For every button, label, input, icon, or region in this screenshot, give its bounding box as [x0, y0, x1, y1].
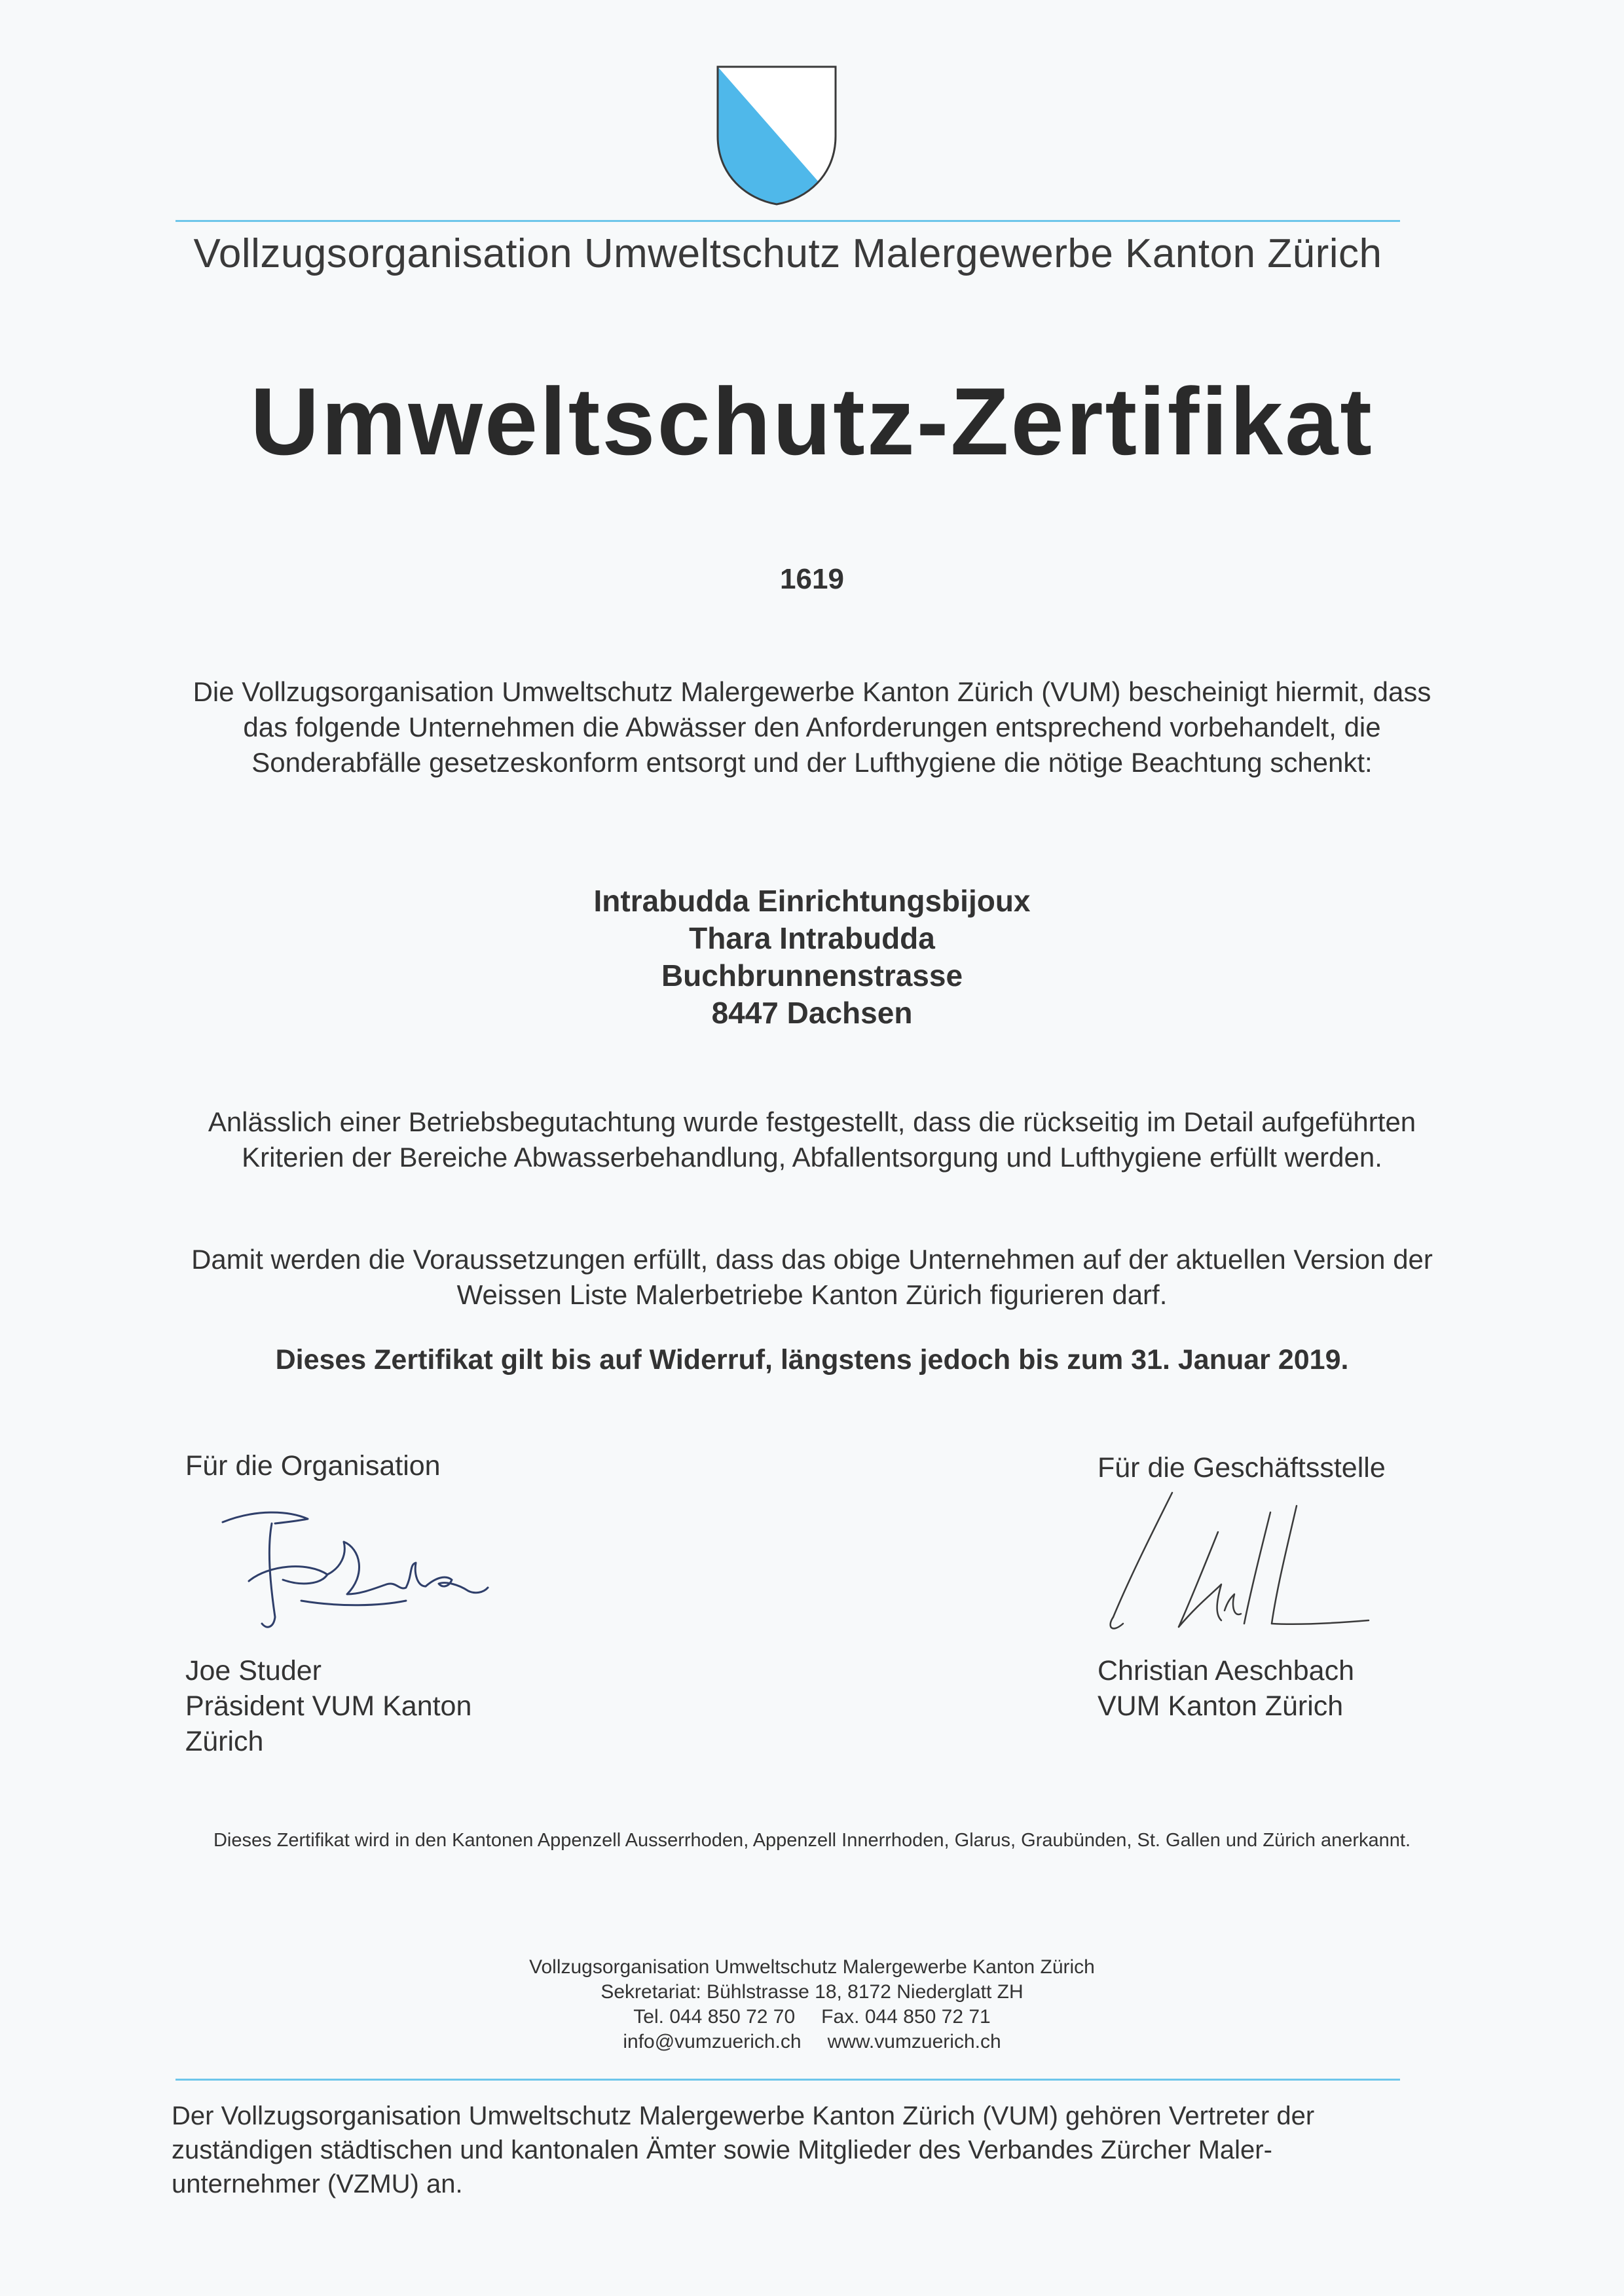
- right-signatory-name: Christian Aeschbach: [1098, 1655, 1354, 1686]
- contact-block: [0, 1955, 1624, 2054]
- bottom-divider: [175, 2079, 1400, 2081]
- right-signatory-block: [1098, 1653, 1354, 1724]
- contact-website-link[interactable]: www.vumzuerich.ch: [827, 2031, 1001, 2052]
- left-signatory-block: [185, 1653, 471, 1759]
- right-signature-caption: Für die Geschäftsstelle: [1098, 1452, 1386, 1484]
- certificate-number: 1619: [780, 563, 844, 595]
- contact-org: Vollzugsorganisation Umweltschutz Malergewerbe Kanton Zürich: [529, 1956, 1095, 1978]
- company-address-block: [0, 883, 1624, 1032]
- signature-joe-studer-icon: [210, 1503, 517, 1647]
- left-signatory-role-cont: Zürich: [185, 1726, 264, 1757]
- left-signatory-role: Präsident VUM Kanton: [185, 1690, 472, 1722]
- company-owner: Thara Intrabudda: [689, 921, 935, 955]
- left-signatory-name: Joe Studer: [185, 1655, 322, 1686]
- company-street: Buchbrunnenstrasse: [661, 958, 963, 993]
- contact-address: Sekretariat: Bühlstrasse 18, 8172 Niederglatt ZH: [600, 1981, 1024, 2003]
- contact-phone: Tel. 044 850 72 70: [633, 2006, 796, 2028]
- intro-paragraph: Die Vollzugsorganisation Umweltschutz Malergewerbe Kanton Zürich (VUM) bescheinigt hiermit, dass das folgende Unternehmen die Abwässer den Anforderungen entsprechend vorbehandelt, die Sonderabfälle gesetzeskonform entsorgt und der Lufthygiene die nötige Beachtung schenkt:: [193, 676, 1431, 778]
- contact-email-link[interactable]: info@vumzuerich.ch: [623, 2031, 802, 2052]
- contact-phone-fax: [0, 2005, 1624, 2030]
- footer-note: Der Vollzugsorganisation Umweltschutz Malergewerbe Kanton Zürich (VUM) gehören Vertreter der zuständigen städtischen und kantonalen Ämter sowie Mitglieder des Verbandes Zürcher Maler-unternehmer (VZMU) an.: [172, 2102, 1315, 2198]
- contact-fax: Fax. 044 850 72 71: [821, 2006, 991, 2028]
- company-city: 8447 Dachsen: [711, 996, 913, 1030]
- recognition-note: Dieses Zertifikat wird in den Kantonen Appenzell Ausserrhoden, Appenzell Innerrhoden, Glarus, Graubünden, St. Gallen und Zürich anerkannt.: [213, 1830, 1411, 1851]
- signature-christian-aeschbach-icon: [1100, 1486, 1401, 1643]
- white-list-paragraph: Damit werden die Voraussetzungen erfüllt, dass das obige Unternehmen auf der aktuellen Version der Weissen Liste Malerbetriebe Kanton Zürich figurieren darf.: [191, 1244, 1433, 1310]
- right-signatory-role: VUM Kanton Zürich: [1098, 1690, 1344, 1722]
- certificate-title: Umweltschutz-Zertifikat: [250, 368, 1374, 475]
- zurich-coat-of-arms-icon: [715, 64, 838, 207]
- finding-paragraph: Anlässlich einer Betriebsbegutachtung wurde festgestellt, dass die rückseitig im Detail aufgeführten Kriterien der Bereiche Abwasserbehandlung, Abfallentsorgung und Lufthygiene erfüllt werden.: [208, 1106, 1416, 1173]
- company-name: Intrabudda Einrichtungsbijoux: [593, 884, 1031, 918]
- top-divider: [175, 220, 1400, 222]
- validity-statement: Dieses Zertifikat gilt bis auf Widerruf, längstens jedoch bis zum 31. Januar 2019.: [275, 1344, 1349, 1376]
- left-signature-caption: Für die Organisation: [185, 1450, 441, 1482]
- contact-online: [0, 2030, 1624, 2054]
- organization-header: Vollzugsorganisation Umweltschutz Malergewerbe Kanton Zürich: [193, 231, 1382, 276]
